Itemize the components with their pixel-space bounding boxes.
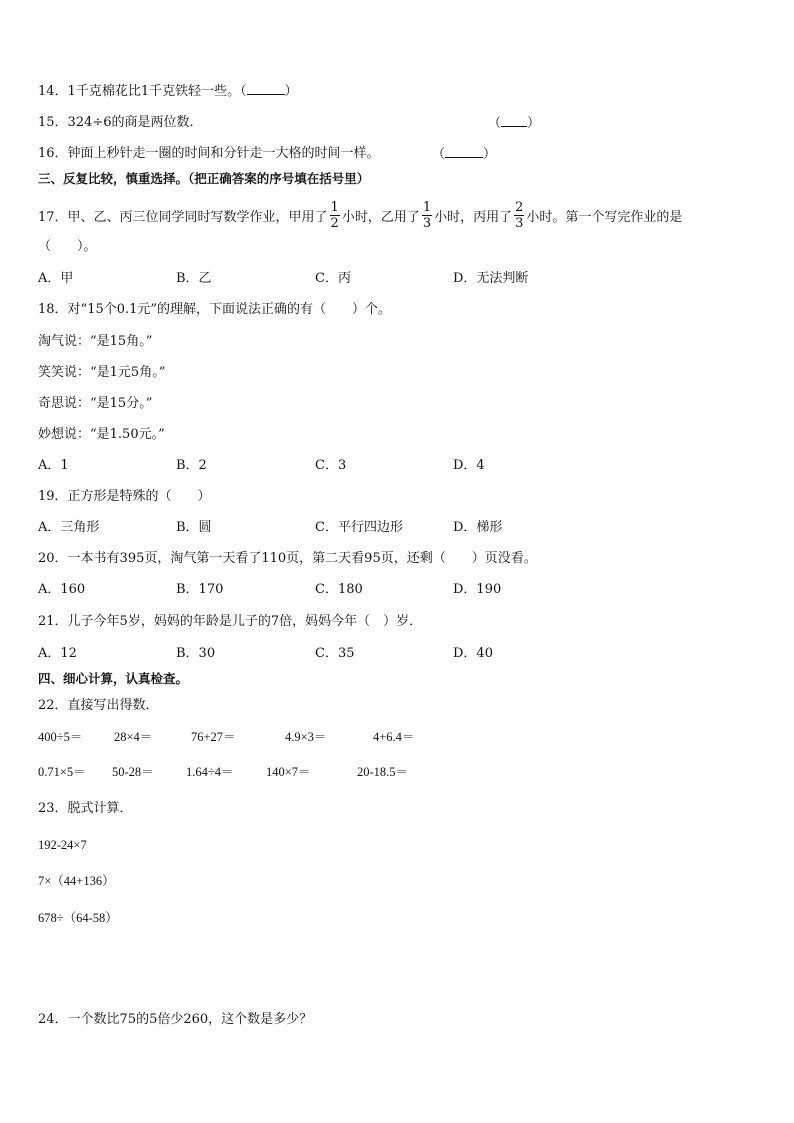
- q18-statement-3: 奇思说：“是15分。”: [38, 396, 153, 411]
- question-22: 22．直接写出得数．: [38, 698, 159, 713]
- answer-bracket-16: （ ）: [432, 147, 497, 162]
- q21-option-a[interactable]: A．12: [38, 646, 77, 661]
- question-21: 21．儿子今年5岁，妈妈的年龄是儿子的7倍，妈妈今年（ ）岁．: [38, 614, 423, 629]
- question-20: 20．一本书有395页，淘气第一天看了110页，第二天看95页，还剩（ ）页没看。: [38, 551, 537, 566]
- q23-expression-2: 7×（44+136）: [38, 874, 115, 888]
- q22-item-9: 140×7＝: [266, 765, 311, 779]
- question-14-text: 14．1千克棉花比1千克铁轻一些。（: [38, 84, 247, 99]
- question-23: 23．脱式计算．: [38, 801, 133, 816]
- question-14: 14．1千克棉花比1千克铁轻一些。（ ）: [38, 84, 298, 99]
- q19-option-b[interactable]: B．圆: [176, 520, 212, 535]
- q22-item-4: 4.9×3＝: [285, 730, 327, 744]
- question-16-text: 16．钟面上秒针走一圈的时间和分针走一大格的时间一样。: [38, 146, 380, 161]
- q20-option-a[interactable]: A．160: [38, 582, 86, 597]
- q18-statement-4: 妙想说：“是1.50元。”: [38, 427, 165, 442]
- question-15: [38, 114, 203, 132]
- q21-option-d[interactable]: D．40: [453, 646, 493, 661]
- q22-item-10: 20-18.5＝: [357, 765, 409, 779]
- fraction-third: $\frac{1}{3}$: [422, 200, 432, 231]
- question-17: 17．甲、乙、丙三位同学同时写数学作业，甲用了 $\frac{1}{2}$ 小时，乙用了 $\frac{1}{3}$ 小时，丙用了 $\frac{2}{3}$ 小时。第一个写完作业的是: [38, 200, 683, 231]
- q22-item-5: 4+6.4＝: [373, 730, 415, 744]
- q20-option-c[interactable]: C．180: [315, 582, 363, 597]
- q22-item-1: 400÷5＝: [38, 730, 83, 744]
- q20-option-b[interactable]: B．170: [176, 582, 224, 597]
- question-18: 18．对“15个0.1元”的理解，下面说法正确的有（ ）个。: [38, 302, 392, 317]
- question-17-line2: （ ）。: [38, 239, 97, 254]
- fraction-two-thirds: $\frac{2}{3}$: [515, 200, 524, 231]
- q18-option-b[interactable]: B．2: [176, 458, 207, 473]
- section-3-title: 三、反复比较，慎重选择。（把正确答案的序号填在括号里）: [38, 171, 370, 186]
- q22-item-7: 50-28＝: [112, 765, 154, 779]
- fraction-half: $\frac{1}{2}$: [330, 200, 339, 231]
- answer-bracket-15: （ ）: [488, 116, 541, 131]
- q23-expression-1: 192-24×7: [38, 838, 87, 852]
- answer-blank-16[interactable]: [445, 145, 483, 158]
- q23-expression-3: 678÷（64-58）: [38, 911, 118, 925]
- q22-item-2: 28×4＝: [114, 730, 153, 744]
- q18-option-c[interactable]: C．3: [315, 458, 347, 473]
- q20-option-d[interactable]: D．190: [453, 582, 502, 597]
- q17-option-b[interactable]: B．乙: [176, 271, 212, 286]
- q19-option-a[interactable]: A．三角形: [38, 520, 100, 535]
- q19-option-c[interactable]: C．平行四边形: [315, 520, 403, 535]
- question-15-text: 15．324÷6的商是两位数．: [38, 115, 203, 130]
- answer-blank-14[interactable]: [247, 82, 285, 95]
- q18-statement-1: 淘气说：“是15角。”: [38, 334, 153, 349]
- question-24: 24．一个数比75的5倍少260，这个数是多少？: [38, 1012, 313, 1027]
- q17-option-c[interactable]: C．丙: [315, 271, 351, 286]
- q18-statement-2: 笑笑说：“是1元5角。”: [38, 365, 166, 380]
- question-19: 19．正方形是特殊的（ ）: [38, 489, 211, 504]
- q17-option-a[interactable]: A．甲: [38, 271, 74, 286]
- question-16: [38, 145, 380, 163]
- q22-item-6: 0.71×5＝: [38, 765, 86, 779]
- q21-option-b[interactable]: B．30: [176, 646, 216, 661]
- q17-option-d[interactable]: D．无法判断: [453, 271, 529, 286]
- q18-option-a[interactable]: A．1: [38, 458, 69, 473]
- section-4-title: 四、细心计算，认真检查。: [38, 671, 189, 686]
- q21-option-c[interactable]: C．35: [315, 646, 355, 661]
- answer-blank-15[interactable]: [501, 114, 527, 127]
- q18-option-d[interactable]: D．4: [453, 458, 485, 473]
- q19-option-d[interactable]: D．梯形: [453, 520, 503, 535]
- q22-item-8: 1.64÷4＝: [186, 765, 234, 779]
- q22-item-3: 76+27＝: [191, 730, 236, 744]
